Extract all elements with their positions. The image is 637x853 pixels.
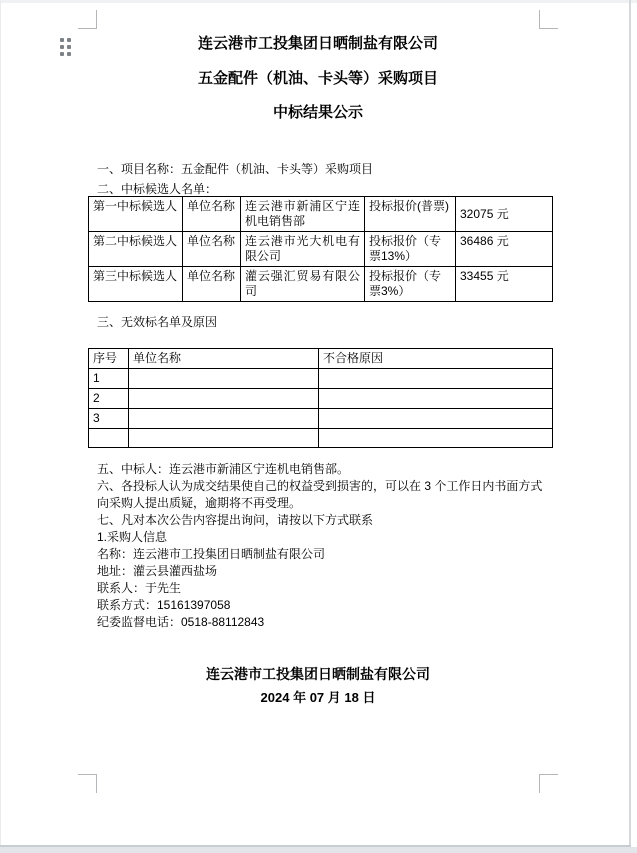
table-row (89, 409, 553, 429)
bid-rank-cell: 第二中标候选人 (89, 232, 183, 267)
reason-cell (319, 369, 553, 389)
unit-label-cell: 单位名称 (183, 232, 241, 267)
seq-cell: 2 (89, 389, 129, 409)
unit-label-cell: 单位名称 (183, 197, 241, 232)
unit-label-cell: 单位名称 (183, 267, 241, 302)
unit-cell (129, 429, 319, 448)
paragraph-contact-phone: 联系方式：15161397058 (97, 598, 231, 612)
reason-cell (319, 389, 553, 409)
crop-mark-bottom-left-icon (78, 774, 97, 793)
price-label-cell: 投标报价（专票3%） (365, 267, 456, 302)
price-label-cell: 投标报价（专票13%） (365, 232, 456, 267)
paragraph-contact-person: 联系人：于先生 (97, 581, 182, 595)
paragraph-supervision-phone: 纪委监督电话：0518-88112843 (97, 615, 265, 629)
section-invalid-bids: 三、无效标名单及原因 (97, 315, 218, 329)
seq-cell (89, 429, 129, 448)
company-cell: 连云港市光大机电有限公司 (241, 232, 365, 267)
reason-cell (319, 409, 553, 429)
bid-rank-cell: 第三中标候选人 (89, 267, 183, 302)
invalid-bids-table (88, 348, 553, 448)
table-row (89, 197, 553, 232)
seq-cell: 3 (89, 409, 129, 429)
page-edge-right (629, 0, 631, 845)
table-row (89, 267, 553, 302)
footer-date: 2024 年 07 月 18 日 (260, 690, 376, 705)
doc-title-project: 五金配件（机油、卡头等）采购项目 (197, 70, 438, 87)
header-reason-cell: 不合格原因 (319, 349, 553, 369)
doc-title-company: 连云港市工投集团日晒制盐有限公司 (197, 35, 438, 52)
unit-cell (129, 389, 319, 409)
price-cell: 32075 元 (456, 197, 553, 232)
price-cell: 33455 元 (456, 267, 553, 302)
seq-cell: 1 (89, 369, 129, 389)
paragraph-objection: 六、各投标人认为成交结果使自己的权益受到损害的，可以在 3 个工作日内书面方式向采购人提出质疑，逾期将不再受理。 (97, 479, 543, 510)
crop-mark-top-left-icon (78, 10, 97, 29)
doc-title-announcement: 中标结果公示 (272, 104, 363, 121)
company-cell: 灌云强汇贸易有限公司 (241, 267, 365, 302)
table-row (89, 232, 553, 267)
drag-handle-icon[interactable] (60, 38, 71, 56)
paragraph-contact-intro: 七、凡对本次公告内容提出询问，请按以下方式联系 (97, 513, 374, 527)
reason-cell (319, 429, 553, 448)
paragraph-purchaser-info: 1.采购人信息 (97, 530, 168, 544)
table-row (89, 429, 553, 448)
unit-cell (129, 369, 319, 389)
section-candidate-list: 二、中标候选人名单： (97, 182, 218, 196)
page-edge-left (0, 0, 1, 845)
crop-mark-top-right-icon (539, 10, 558, 29)
bid-rank-cell: 第一中标候选人 (89, 197, 183, 232)
table-row (89, 369, 553, 389)
table-header-row (89, 349, 553, 369)
crop-mark-bottom-right-icon (539, 774, 558, 793)
footer-company-name: 连云港市工投集团日晒制盐有限公司 (206, 666, 430, 682)
page-background-strip (0, 847, 637, 853)
company-cell: 连云港市新浦区宁连机电销售部 (241, 197, 365, 232)
paragraph-address: 地址：灌云县灌西盐场 (97, 564, 218, 578)
candidates-table (88, 196, 553, 302)
unit-cell (129, 409, 319, 429)
price-cell: 36486 元 (456, 232, 553, 267)
paragraph-name: 名称：连云港市工投集团日晒制盐有限公司 (97, 547, 326, 561)
table-row (89, 389, 553, 409)
page-edge-top (0, 0, 637, 3)
section-project-name: 一、项目名称：五金配件（机油、卡头等）采购项目 (97, 162, 374, 176)
body-paragraphs (97, 461, 543, 631)
header-seq-cell: 序号 (89, 349, 129, 369)
price-label-cell: 投标报价(普票) (365, 197, 456, 232)
header-unit-cell: 单位名称 (129, 349, 319, 369)
paragraph-winner: 五、中标人：连云港市新浦区宁连机电销售部。 (97, 462, 350, 476)
